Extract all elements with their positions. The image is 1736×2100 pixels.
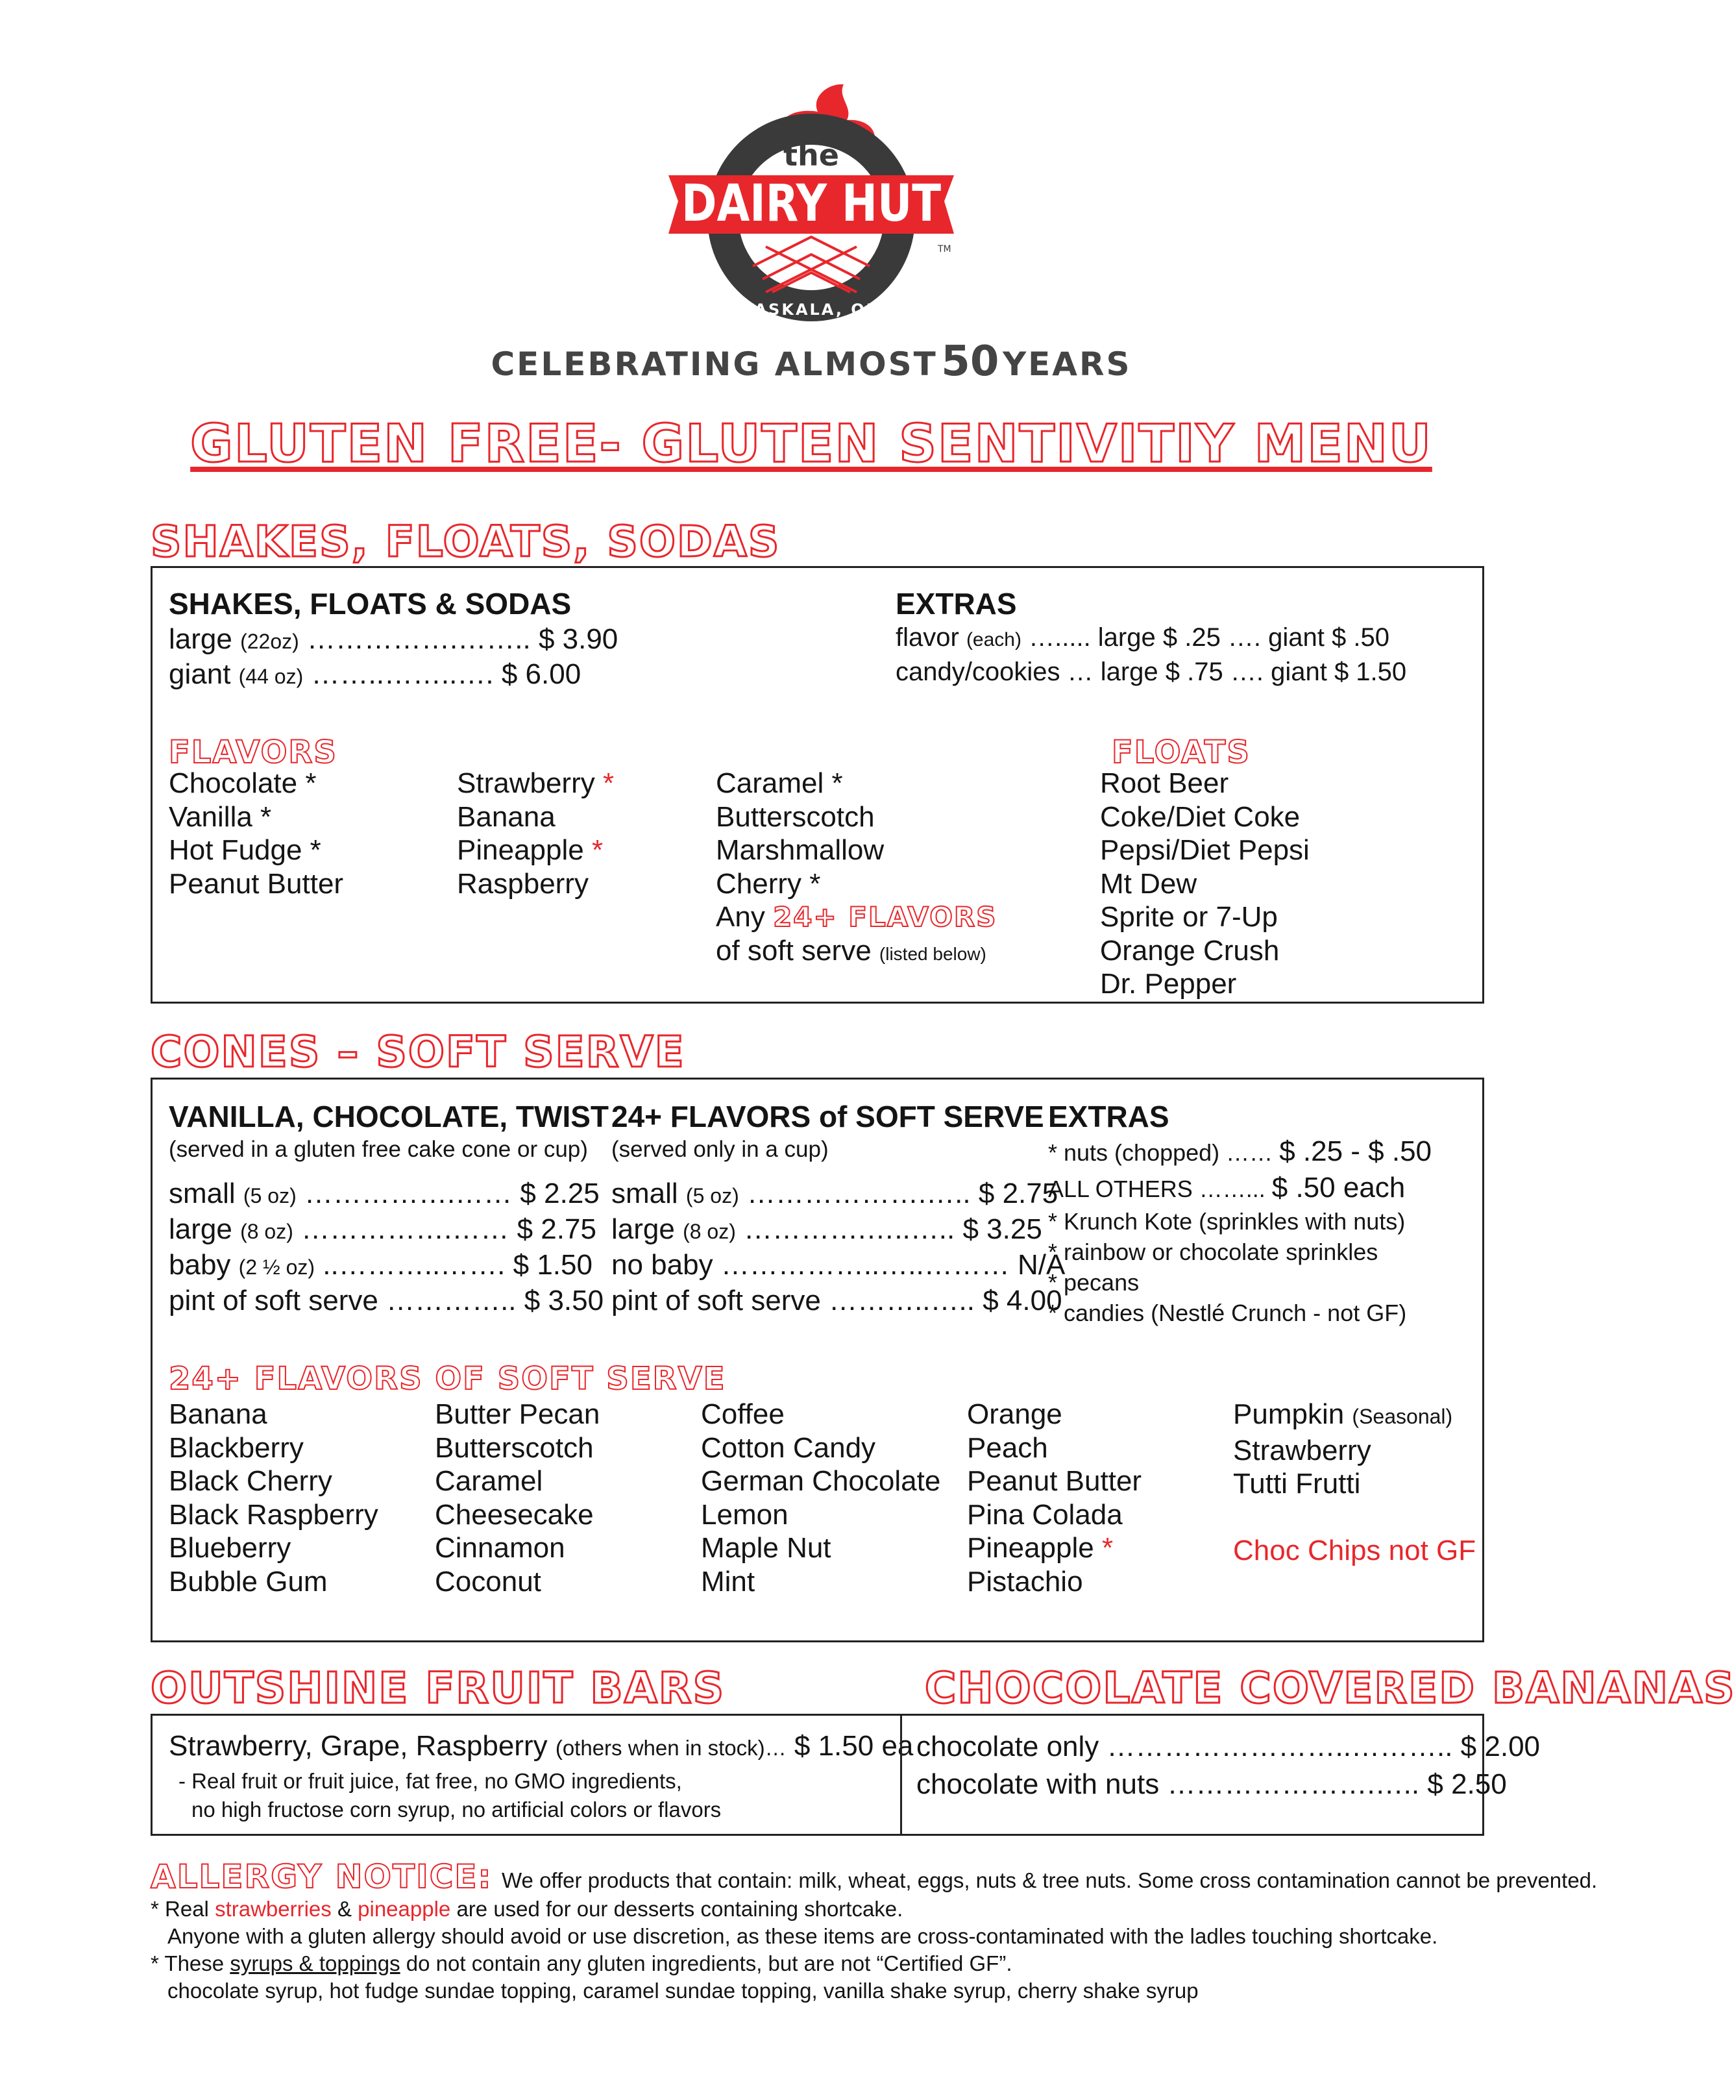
section-title-bananas: CHOCOLATE COVERED BANANAS [925,1663,1736,1713]
list-item: Pumpkin (Seasonal) [1233,1398,1453,1430]
cones-box [151,1078,1484,1642]
list-item: Pistachio [967,1565,1083,1598]
vanilla-row-pint: pint of soft serve ………….. $ 3.50 [169,1285,604,1316]
logo-the: the [783,138,839,173]
floats-list [1100,767,1310,1001]
list-item: Orange Crush [1100,934,1280,967]
soft-serve-col-5 [1233,1398,1476,1568]
floats-title: FLOATS [1112,734,1251,771]
list-item: Peach [967,1431,1048,1464]
flavors-col-2 [457,767,614,900]
cone-extras-list [1048,1206,1406,1328]
outshine-line1: Strawberry, Grape, Raspberry (others when in stock)… $ 1.50 ea [169,1730,914,1762]
list-item: German Chocolate [701,1465,941,1497]
menu-title: GLUTEN FREE- GLUTEN SENTIVITIY MENU [190,414,1432,474]
dairy-hut-logo [642,78,980,338]
allergy-title: ALLERGY NOTICE: [151,1858,493,1896]
section-title-cones: CONES – SOFT SERVE [151,1027,685,1077]
list-item: Peanut Butter [169,867,344,900]
list-item: Any 24+ FLAVORS [716,901,997,933]
allergy-note-2: Anyone with a gluten allergy should avoid or use discretion, as these items are cross-contaminated with the ladles touching shortcake. [167,1924,1438,1948]
flavors24-row-small: small (5 oz) ……………….….. $ 2.75 [611,1178,1058,1209]
list-item: Banana [169,1398,267,1430]
flavors24-row-large: large (8 oz) ………….…..….. $ 3.25 [611,1213,1042,1245]
list-item: Pina Colada [967,1498,1123,1531]
list-item: Root Beer [1100,767,1229,799]
list-item: Mt Dew [1100,867,1197,900]
list-item: Chocolate * [169,767,317,799]
shakes-extra-candy: candy/cookies … large $ .75 …. giant $ 1.50 [896,658,1407,686]
banana-row-nuts: chocolate with nuts ………………….….. $ 2.50 [916,1768,1507,1800]
list-item: Tutti Frutti [1233,1468,1361,1500]
outshine-line2: - Real fruit or fruit juice, fat free, no GMO ingredients, [178,1769,682,1793]
list-item: Butterscotch [435,1431,594,1464]
list-item: Black Raspberry [169,1498,378,1531]
soft-serve-col-4 [967,1398,1142,1598]
shakes-box [151,566,1484,1004]
list-item: Marshmallow [716,834,885,866]
list-item: Raspberry [457,867,589,900]
list-item: Coke/Diet Coke [1100,800,1301,833]
logo-tm: TM [938,244,951,254]
list-item: Orange [967,1398,1062,1430]
logo-est: EST. [693,123,737,163]
list-item: Coconut [435,1565,541,1598]
allergy-note-3: * These syrups & toppings do not contain any gluten ingredients, but are not “Certified GF”. [151,1951,1012,1975]
soft-serve-col-3 [701,1398,940,1598]
cone-extra-others: ALL OTHERS ……... $ .50 each [1048,1172,1406,1204]
list-item: * pecans [1048,1269,1140,1296]
vanilla-row-baby: baby (2 ½ oz) ..………..……. $ 1.50 [169,1249,593,1281]
list-item: Hot Fudge * [169,834,321,866]
flavors-col-3 [716,767,997,970]
list-item: Cinnamon [435,1532,565,1564]
bananas-box [900,1714,1541,1836]
section-title-shakes: SHAKES, FLOATS, SODAS [151,517,781,567]
shakes-size-giant: giant (44 oz) ……..……..…. $ 6.00 [169,658,581,690]
flavors24-row-baby: no baby ……………..…..……… N/A [611,1249,1066,1281]
vanilla-row-large: large (8 oz) …………….…… $ 2.75 [169,1213,596,1245]
list-item: Caramel * [716,767,843,799]
vanilla-row-small: small (5 oz) …………….…… $ 2.25 [169,1178,600,1209]
section-title-outshine: OUTSHINE FRUIT BARS [151,1663,726,1713]
soft-serve-list-title: 24+ FLAVORS OF SOFT SERVE [169,1361,726,1397]
soft-serve-col-1 [169,1398,378,1598]
list-item: Caramel [435,1465,543,1497]
flavors24-heading: 24+ FLAVORS of SOFT SERVE [611,1100,1044,1133]
list-item: * Krunch Kote (sprinkles with nuts) [1048,1208,1406,1235]
vanilla-heading: VANILLA, CHOCOLATE, TWIST [169,1100,609,1133]
flavors-col-1 [169,767,343,900]
shakes-extras-heading: EXTRAS [896,587,1017,621]
tagline: CELEBRATING ALMOST 50 YEARS [491,338,1132,386]
allergy-note-4: chocolate syrup, hot fudge sundae topping, caramel sundae topping, vanilla shake syrup, cherry shake syrup [167,1979,1199,2003]
list-item: * rainbow or chocolate sprinkles [1048,1239,1378,1265]
list-item: Strawberry [1233,1434,1371,1466]
allergy-note-1: * Real strawberries & pineapple are used for our desserts containing shortcake. [151,1897,903,1921]
list-item: Butter Pecan [435,1398,600,1430]
list-item: Bubble Gum [169,1565,328,1598]
shakes-extra-flavor: flavor (each) …..... large $ .25 …. giant $ .50 [896,623,1389,652]
allergy-text: We offer products that contain: milk, wheat, eggs, nuts & tree nuts. Some cross contamination cannot be prevented. [502,1868,1598,1892]
list-item: Black Cherry [169,1465,332,1497]
shakes-size-large: large (22oz) …………….…….. $ 3.90 [169,623,618,655]
list-item: of soft serve (listed below) [716,934,986,967]
cone-extra-nuts: * nuts (chopped) …… $ .25 - $ .50 [1048,1135,1432,1167]
outshine-box [151,1714,914,1836]
list-item: Pineapple * [457,834,604,866]
list-item: Mint [701,1565,755,1598]
list-item: Choc Chips not GF [1233,1535,1476,1566]
list-item: Coffee [701,1398,785,1430]
logo-name: DAIRY HUT [681,175,941,233]
banana-row-plain: chocolate only ……………………..……….. $ 2.00 [916,1731,1541,1762]
cone-extras-heading: EXTRAS [1048,1100,1169,1133]
list-item: * candies (Nestlé Crunch - not GF) [1048,1300,1407,1326]
list-item: Sprite or 7-Up [1100,901,1278,933]
soft-serve-col-2 [435,1398,600,1598]
list-item: Cherry * [716,867,821,900]
list-item: Pineapple * [967,1532,1114,1564]
list-item: Banana [457,800,556,833]
logo-location: PATASKALA, OHIO [718,301,905,319]
flavors24-sub: (served only in a cup) [611,1137,829,1162]
list-item: Butterscotch [716,800,875,833]
list-item: Dr. Pepper [1100,968,1237,1000]
list-item: Cotton Candy [701,1431,876,1464]
vanilla-sub: (served in a gluten free cake cone or cup) [169,1137,588,1162]
list-item [1233,1501,1476,1535]
list-item: Strawberry * [457,767,615,799]
flavors-title: FLAVORS [169,734,337,771]
list-item: Blueberry [169,1532,291,1564]
flavors24-row-pint: pint of soft serve ………..….. $ 4.00 [611,1285,1062,1316]
list-item: Blackberry [169,1431,304,1464]
list-item: Pepsi/Diet Pepsi [1100,834,1310,866]
list-item: Vanilla * [169,800,272,833]
allergy-notice [151,1858,1597,1896]
list-item: Maple Nut [701,1532,831,1564]
logo-year: 1973 [890,119,939,164]
list-item: Lemon [701,1498,789,1531]
outshine-line3: no high fructose corn syrup, no artificial colors or flavors [191,1797,722,1822]
list-item: Peanut Butter [967,1465,1142,1497]
list-item: Cheesecake [435,1498,594,1531]
shakes-heading: SHAKES, FLOATS & SODAS [169,587,572,621]
